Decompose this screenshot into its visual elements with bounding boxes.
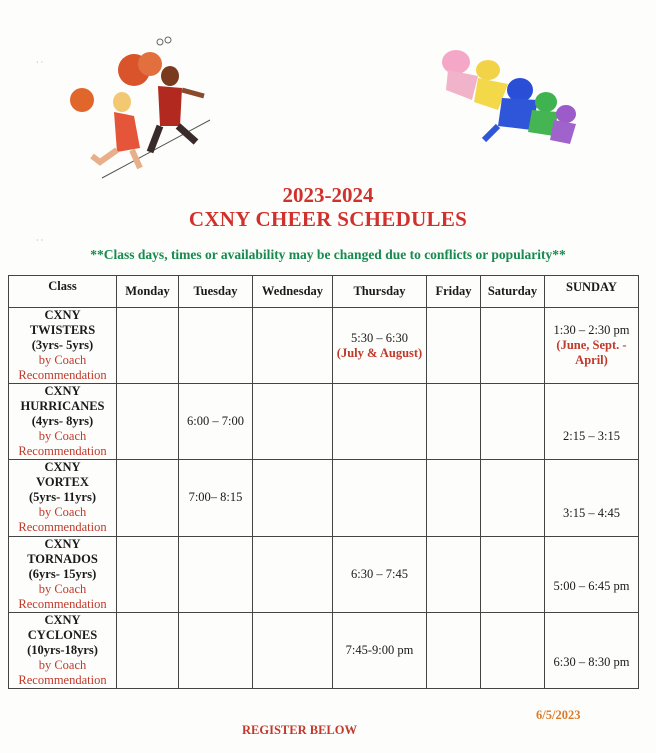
class-recommendation: by Coach xyxy=(38,429,87,444)
table-row xyxy=(9,384,639,460)
monday-cell xyxy=(117,308,179,384)
class-name-line: CYCLONES xyxy=(27,627,98,642)
wednesday-cell xyxy=(253,460,333,536)
table-row xyxy=(9,612,639,688)
class-age-range: (5yrs- 11yrs) xyxy=(29,490,96,505)
class-recommendation: by Coach xyxy=(38,353,87,368)
class-cell xyxy=(9,612,117,688)
class-recommendation: by Coach xyxy=(38,657,87,672)
header-row xyxy=(9,276,639,308)
wednesday-cell xyxy=(253,536,333,612)
table-row xyxy=(9,536,639,612)
saturday-cell xyxy=(481,308,545,384)
wednesday-cell xyxy=(253,384,333,460)
friday-cell xyxy=(427,460,481,536)
class-name-line: HURRICANES xyxy=(20,399,105,414)
tuesday-cell: 7:00– 8:15 xyxy=(179,460,253,536)
class-recommendation: Recommendation xyxy=(18,368,107,383)
scan-speck: · · xyxy=(36,236,44,245)
friday-cell xyxy=(427,384,481,460)
cheerleaders-illustration-left xyxy=(62,30,212,180)
thursday-cell xyxy=(333,460,427,536)
class-name-line: CXNY xyxy=(44,308,81,323)
register-link[interactable]: REGISTER BELOW xyxy=(242,723,357,737)
class-age-range: (4yrs- 8yrs) xyxy=(31,414,94,429)
friday-cell xyxy=(427,536,481,612)
tuesday-cell xyxy=(179,308,253,384)
class-recommendation: by Coach xyxy=(38,505,87,520)
cheerleaders-illustration-right xyxy=(428,40,578,150)
table-row xyxy=(9,308,639,384)
class-age-range: (6yrs- 15yrs) xyxy=(28,566,97,581)
tuesday-cell xyxy=(179,536,253,612)
class-recommendation: Recommendation xyxy=(18,672,107,687)
monday-cell xyxy=(117,384,179,460)
sunday-cell: 5:00 – 6:45 pm xyxy=(545,536,639,612)
revision-date: 6/5/2023 xyxy=(536,708,581,722)
time-value: 5:30 – 6:30 xyxy=(351,330,408,345)
tuesday-cell xyxy=(179,612,253,688)
friday-cell xyxy=(427,612,481,688)
thursday-cell: 6:30 – 7:45 xyxy=(333,536,427,612)
time-note: (June, Sept. - April) xyxy=(556,338,627,368)
sunday-cell: 2:15 – 3:15 xyxy=(545,384,639,460)
class-cell xyxy=(9,384,117,460)
saturday-cell xyxy=(481,384,545,460)
class-cell xyxy=(9,460,117,536)
sunday-cell: 6:30 – 8:30 pm xyxy=(545,612,639,688)
page-title: CXNY CHEER SCHEDULES xyxy=(188,207,468,231)
class-age-range: (3yrs- 5yrs) xyxy=(31,338,94,353)
saturday-cell xyxy=(481,612,545,688)
header-monday: Monday xyxy=(117,276,179,308)
schedule-notice: **Class days, times or availability may be changed due to conflicts or popularity** xyxy=(90,247,566,262)
time-value: 1:30 – 2:30 pm xyxy=(553,323,630,338)
saturday-cell xyxy=(481,460,545,536)
schedule-table xyxy=(8,275,639,689)
class-name-line: CXNY xyxy=(44,460,81,475)
header-class: Class xyxy=(9,276,117,308)
monday-cell xyxy=(117,536,179,612)
header-tuesday: Tuesday xyxy=(179,276,253,308)
header-wednesday: Wednesday xyxy=(253,276,333,308)
class-name-line: VORTEX xyxy=(36,475,89,490)
wednesday-cell xyxy=(253,612,333,688)
time-note: (July & August) xyxy=(336,345,423,360)
sunday-cell xyxy=(545,308,639,384)
saturday-cell xyxy=(481,536,545,612)
sunday-cell: 3:15 – 4:45 xyxy=(545,460,639,536)
class-name-line: CXNY xyxy=(44,612,81,627)
class-recommendation: Recommendation xyxy=(18,444,107,459)
class-recommendation: Recommendation xyxy=(18,596,107,611)
monday-cell xyxy=(117,460,179,536)
scan-speck: · · xyxy=(36,58,44,67)
header-friday: Friday xyxy=(427,276,481,308)
class-recommendation: Recommendation xyxy=(18,520,107,535)
tuesday-cell: 6:00 – 7:00 xyxy=(179,384,253,460)
header-saturday: Saturday xyxy=(481,276,545,308)
title-year: 2023-2024 xyxy=(282,183,374,207)
thursday-cell xyxy=(333,384,427,460)
class-name-line: CXNY xyxy=(44,384,81,399)
header-thursday: Thursday xyxy=(333,276,427,308)
class-cell xyxy=(9,308,117,384)
class-name-line: CXNY xyxy=(44,536,81,551)
monday-cell xyxy=(117,612,179,688)
class-recommendation: by Coach xyxy=(38,581,87,596)
table-row xyxy=(9,460,639,536)
header-sunday: SUNDAY xyxy=(545,276,639,308)
wednesday-cell xyxy=(253,308,333,384)
thursday-cell xyxy=(333,308,427,384)
class-age-range: (10yrs-18yrs) xyxy=(27,642,98,657)
class-cell xyxy=(9,536,117,612)
class-name-line: TORNADOS xyxy=(27,551,98,566)
class-name-line: TWISTERS xyxy=(29,323,96,338)
thursday-cell: 7:45-9:00 pm xyxy=(333,612,427,688)
friday-cell xyxy=(427,308,481,384)
